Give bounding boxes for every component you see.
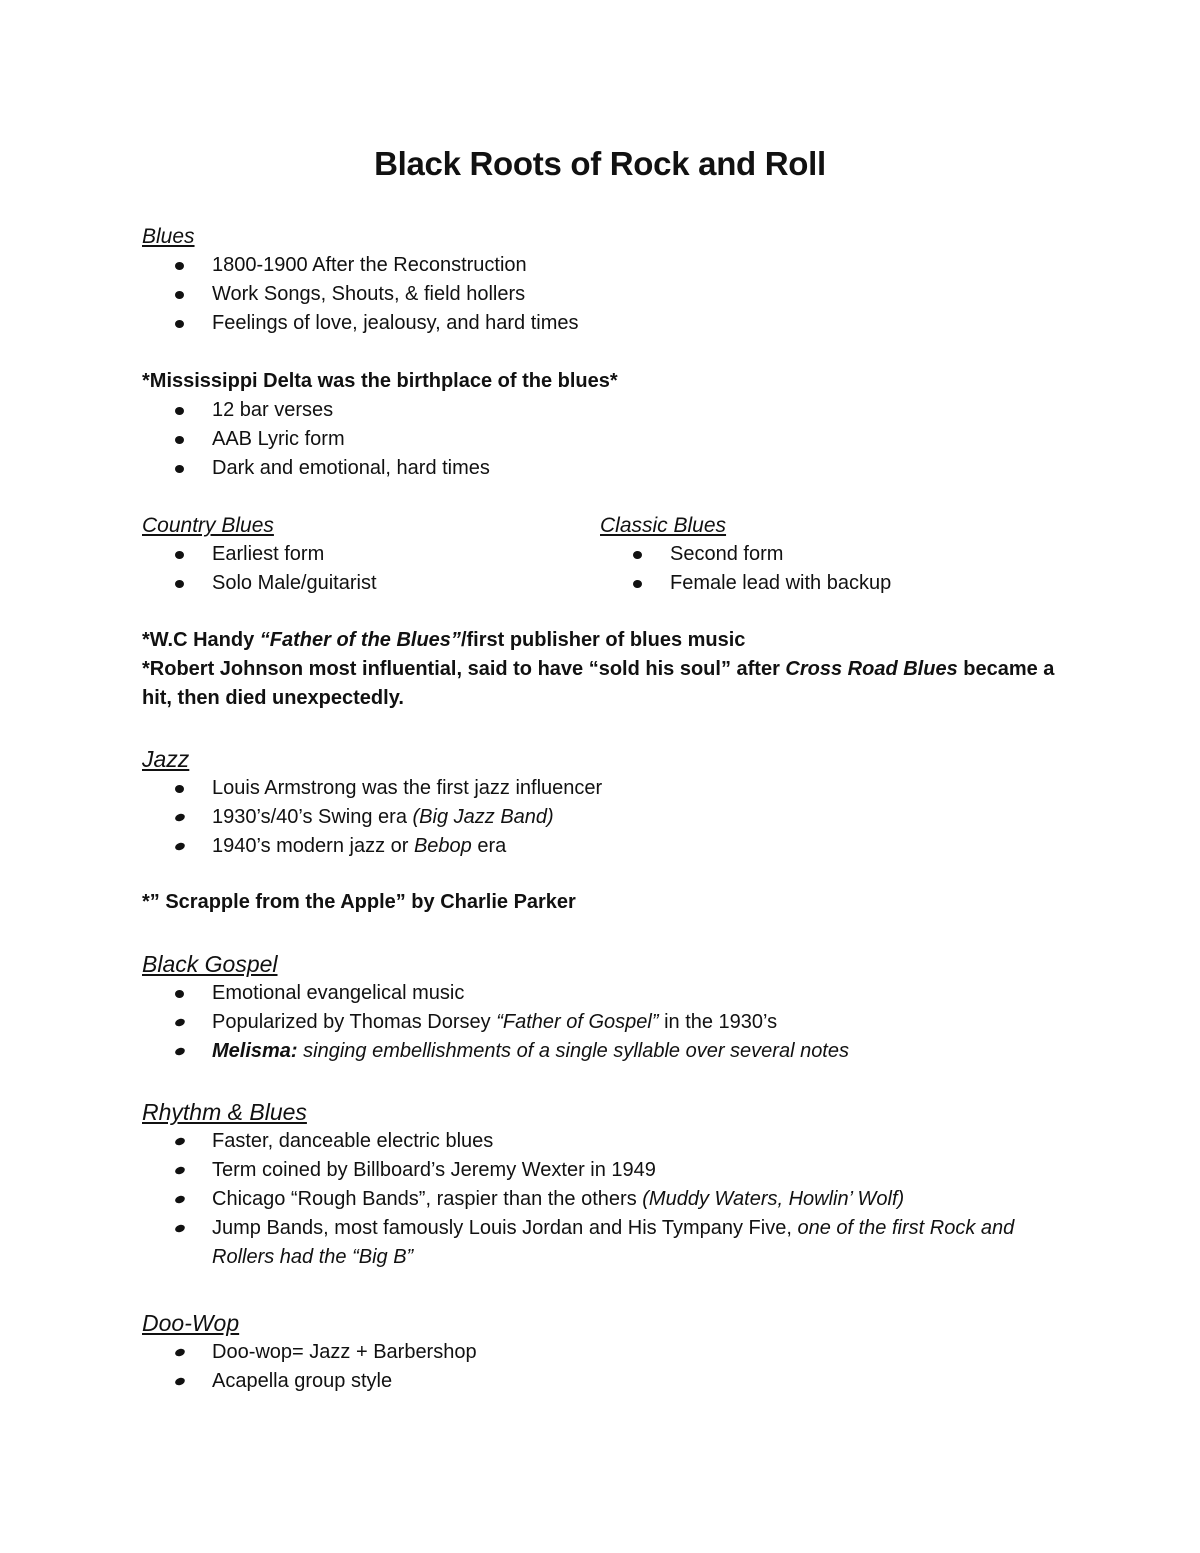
jazz-list (142, 774, 602, 861)
country-blues-list (142, 540, 377, 598)
blues-section (142, 222, 579, 338)
bullet-icon (175, 436, 184, 444)
bullet-icon (174, 1018, 186, 1028)
bullet-icon (175, 990, 184, 998)
gospel-heading: Black Gospel (142, 951, 278, 977)
gospel-list (142, 979, 849, 1066)
rnb-heading: Rhythm & Blues (142, 1099, 307, 1125)
bullet-icon (174, 1224, 186, 1234)
doowop-heading: Doo-Wop (142, 1310, 240, 1336)
delta-note: *Mississippi Delta was the birthplace of the blues* (142, 370, 618, 392)
country-blues-section (142, 511, 377, 598)
list-item: Earliest form (142, 540, 377, 569)
jazz-note-section (142, 888, 576, 917)
list-item: Popularized by Thomas Dorsey “Father of Gospel” in the 1930’s (142, 1008, 849, 1037)
doowop-list (142, 1338, 477, 1396)
list-item: 1800-1900 After the Reconstruction (142, 251, 579, 280)
list-item: Work Songs, Shouts, & field hollers (142, 280, 579, 309)
bullet-icon (175, 551, 184, 559)
list-item: 1940’s modern jazz or Bebop era (142, 832, 602, 861)
country-blues-heading: Country Blues (142, 514, 274, 537)
blues-heading: Blues (142, 225, 195, 248)
list-item: Term coined by Billboard’s Jeremy Wexter in 1949 (142, 1156, 1072, 1185)
bullet-icon (175, 262, 184, 270)
bullet-icon (175, 465, 184, 473)
delta-list (142, 396, 618, 483)
johnson-note: *Robert Johnson most influential, said to have “sold his soul” after Cross Road Blues became a hit, then died unexpectedly. (142, 658, 1055, 709)
bullet-icon (175, 785, 184, 793)
list-item: Melisma: singing embellishments of a single syllable over several notes (142, 1037, 849, 1066)
list-item: Emotional evangelical music (142, 979, 849, 1008)
classic-blues-heading: Classic Blues (600, 514, 727, 537)
list-item: 12 bar verses (142, 396, 618, 425)
bullet-icon (174, 1137, 186, 1147)
classic-blues-section (600, 511, 891, 598)
list-item: Solo Male/guitarist (142, 569, 377, 598)
classic-blues-list (600, 540, 891, 598)
delta-section (142, 367, 618, 483)
list-item: 1930’s/40’s Swing era (Big Jazz Band) (142, 803, 602, 832)
bullet-icon (175, 407, 184, 415)
rnb-section (142, 1097, 1072, 1272)
bullet-icon (633, 551, 642, 559)
list-item: Feelings of love, jealousy, and hard times (142, 309, 579, 338)
list-item: Female lead with backup (600, 569, 891, 598)
bullet-icon (174, 842, 186, 852)
list-item: Doo-wop= Jazz + Barbershop (142, 1338, 477, 1367)
blues-list (142, 251, 579, 338)
list-item: Second form (600, 540, 891, 569)
bullet-icon (175, 320, 184, 328)
list-item: Acapella group style (142, 1367, 477, 1396)
page-title: Black Roots of Rock and Roll (374, 145, 826, 182)
bullet-icon (174, 1377, 186, 1387)
bullet-icon (174, 1166, 186, 1176)
jazz-heading: Jazz (142, 746, 190, 772)
blues-notes (142, 626, 1072, 713)
bullet-icon (175, 291, 184, 299)
list-item: AAB Lyric form (142, 425, 618, 454)
bullet-icon (174, 1348, 186, 1358)
list-item: Louis Armstrong was the first jazz influencer (142, 774, 602, 803)
list-item: Dark and emotional, hard times (142, 454, 618, 483)
bullet-icon (174, 1195, 186, 1205)
rnb-list (142, 1127, 1072, 1272)
bullet-icon (633, 580, 642, 588)
jazz-note: *” Scrapple from the Apple” by Charlie Parker (142, 891, 576, 913)
bullet-icon (174, 1047, 186, 1057)
gospel-section (142, 949, 849, 1066)
jazz-section (142, 744, 602, 861)
handy-note: *W.C Handy “Father of the Blues”/first publisher of blues music (142, 629, 746, 651)
doowop-section (142, 1308, 477, 1396)
list-item: Chicago “Rough Bands”, raspier than the others (Muddy Waters, Howlin’ Wolf) (142, 1185, 1072, 1214)
bullet-icon (174, 813, 186, 823)
list-item: Jump Bands, most famously Louis Jordan and His Tympany Five, one of the first Rock and Rollers had the “Big B” (142, 1214, 1072, 1272)
list-item: Faster, danceable electric blues (142, 1127, 1072, 1156)
bullet-icon (175, 580, 184, 588)
